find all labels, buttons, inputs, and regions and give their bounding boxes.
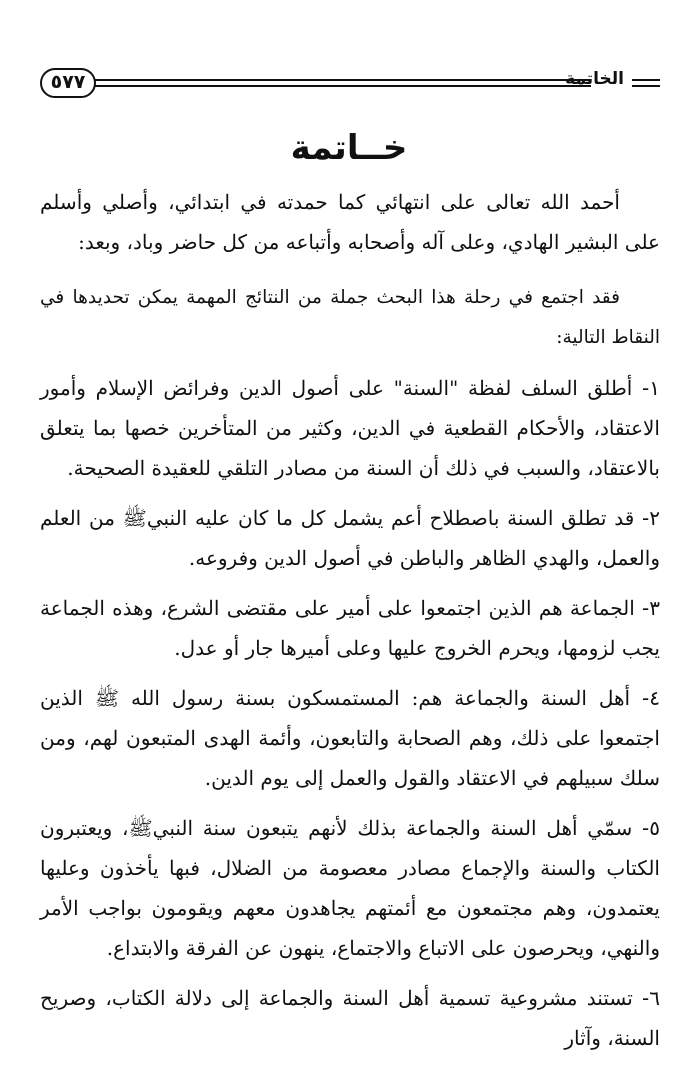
item-text: سمّي أهل السنة والجماعة بذلك لأنهم يتبعون سنة النبيﷺ، ويعتبرون الكتاب والسنة والإجماع مصادر معصومة من الضلال، فبها يأخذون وعليها يعتمدون، وهم مجتمعون مع أئمتهم يجاهدون معهم ويقومون بواجب الأمر والنهي، ويحرصون على الاتباع والاجتماع، ينهون عن الفرقة والابتداع. [40, 816, 660, 960]
running-header [40, 66, 660, 102]
chapter-heading: خــاتمة [290, 128, 408, 168]
item-number: ٢- [642, 506, 660, 530]
header-rule-lower [94, 85, 591, 87]
item-text: قد تطلق السنة باصطلاح أعم يشمل كل ما كان عليه النبيﷺ من العلم والعمل، والهدي الظاهر والباطن في أصول الدين وفروعه. [40, 506, 660, 570]
page-number: ٥٧٧ [40, 68, 96, 98]
item-text: الجماعة هم الذين اجتمعوا على أمير على مقتضى الشرع، وهذه الجماعة يجب لزومها، ويحرم الخروج عليها وعلى أميرها جار أو عدل. [40, 596, 660, 660]
list-item [40, 678, 660, 798]
header-mark-upper [632, 79, 660, 81]
intro-paragraph: أحمد الله تعالى على انتهائي كما حمدته في ابتدائي، وأصلي وأسلم على البشير الهادي، وعلى آله وأصحابه وأتباعه من كل حاضر وباد، وبعد: [40, 190, 660, 254]
lead-paragraph: فقد اجتمع في رحلة هذا البحث جملة من النتائج المهمة يمكن تحديدها في النقاط التالية: [40, 287, 660, 348]
item-number: ٣- [642, 596, 661, 620]
item-number: ٦- [642, 986, 660, 1010]
header-mark-lower [632, 85, 660, 87]
list-item [40, 368, 660, 488]
running-title: الخاتمة [565, 69, 624, 89]
list-item [40, 978, 660, 1058]
body-text [40, 182, 660, 1058]
item-text: أطلق السلف لفظة "السنة" على أصول الدين وفرائض الإسلام وأمور الاعتقاد، والأحكام القطعية في الدين، وكثير من المتأخرين خصها بما يتعلق بالاعتقاد، والسبب في ذلك أن السنة من مصادر التلقي للعقيدة الصحيحة. [40, 376, 660, 480]
item-number: ٥- [642, 816, 660, 840]
item-text: تستند مشروعية تسمية أهل السنة والجماعة إلى دلالة الكتاب، وصريح السنة، وآثار [40, 986, 660, 1050]
item-text: أهل السنة والجماعة هم: المستمسكون بسنة رسول الله ﷺ الذين اجتمعوا على ذلك، وهم الصحابة والتابعون، وأئمة الهدى المتبعون لهم، ومن سلك سبيلهم في الاعتقاد والقول والعمل إلى يوم الدين. [40, 686, 660, 790]
item-number: ٤- [642, 686, 660, 710]
item-number: ١- [642, 376, 661, 400]
header-rule-upper [94, 79, 591, 81]
list-item [40, 808, 660, 968]
list-item [40, 498, 660, 578]
list-item [40, 588, 660, 668]
